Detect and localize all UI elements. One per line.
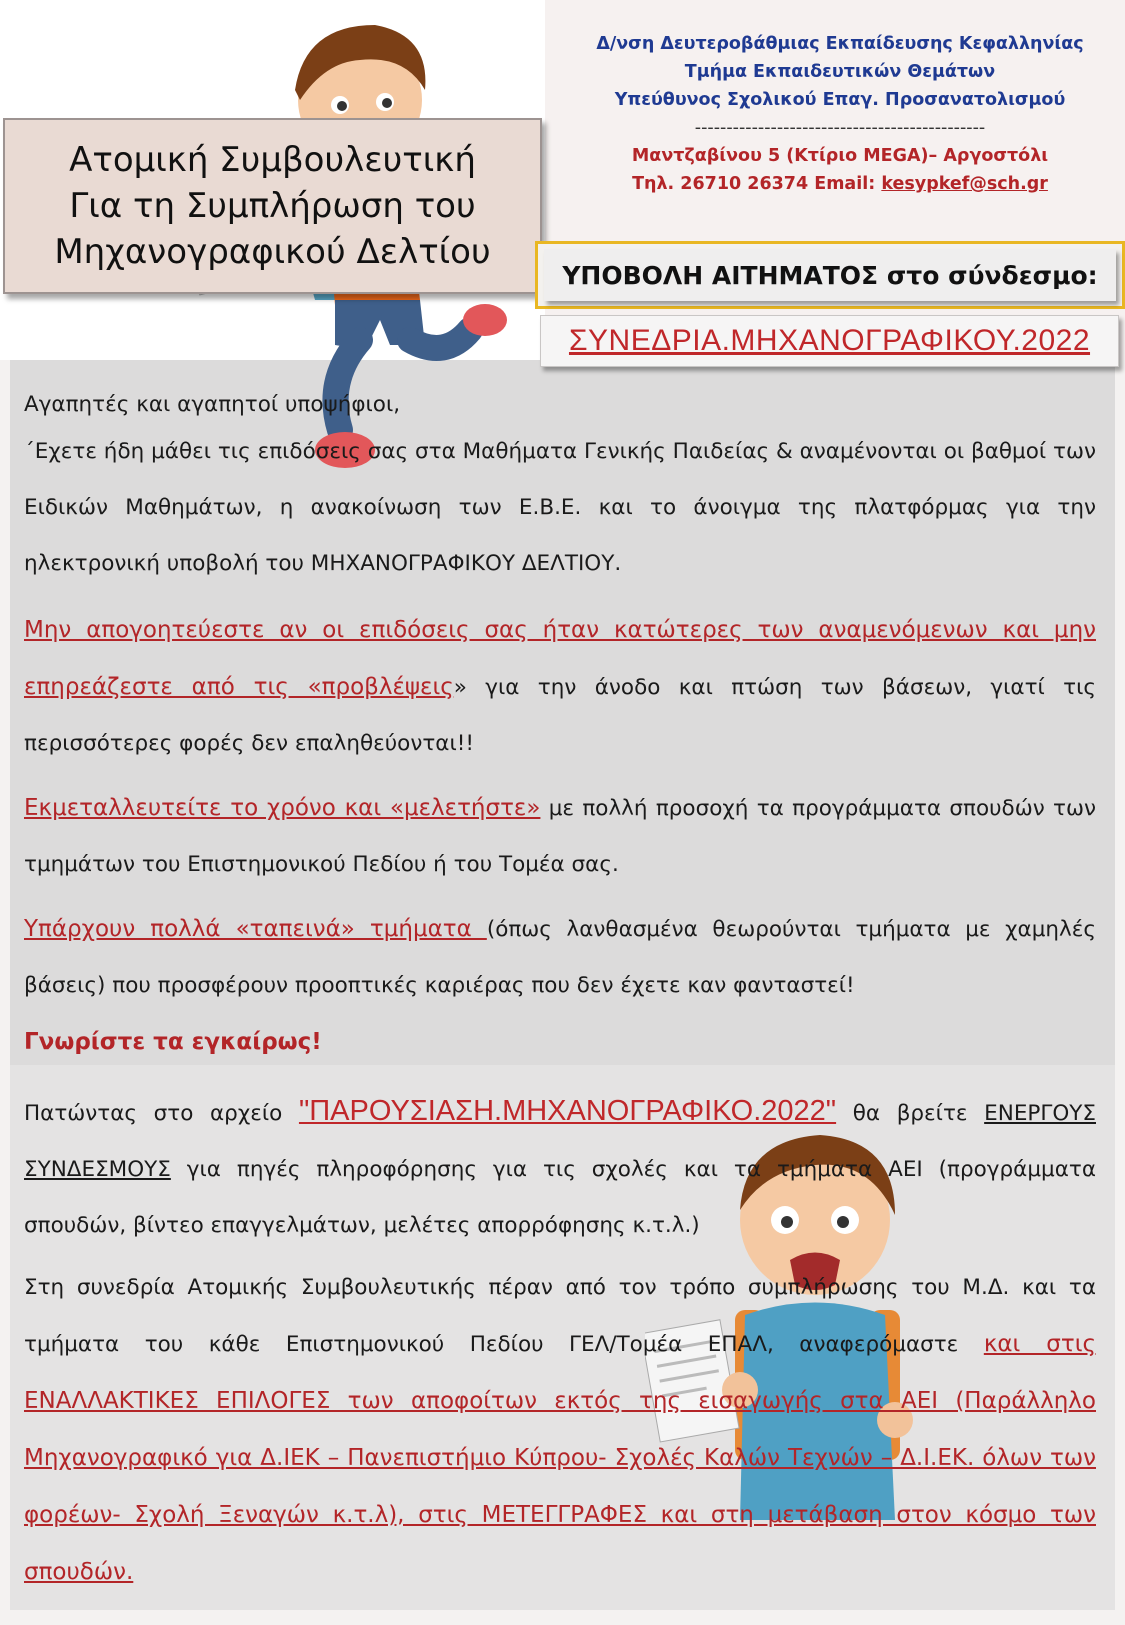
session-link[interactable]: ΣΥΝΕΔΡΙΑ.ΜΗΧΑΝΟΓΡΑΦΙΚΟΥ.2022 bbox=[540, 315, 1119, 367]
title-box bbox=[3, 118, 542, 294]
paragraph-presentation-end: για πηγές πληροφόρησης για τις σχολές και τα τμήματα ΑΕΙ (προγράμματα σπουδών, βίντεο επαγγελμάτων, μελέτες απορρόφησης κ.τ.λ.) bbox=[24, 1157, 1096, 1238]
paragraph-study bbox=[24, 780, 1096, 893]
header-phone: Τηλ. 26710 26374 Email: bbox=[632, 174, 882, 194]
active-links-text: ΕΝΕΡΓΟΥΣ ΣΥΝΔΕΣΜΟΥΣ bbox=[24, 1101, 1096, 1182]
header-divider: ---------------------------------------------- bbox=[694, 118, 986, 138]
paragraph-study-highlight: Εκμεταλλευτείτε το χρόνο και «μελετήστε» bbox=[24, 795, 541, 821]
paragraph-presentation-mid: θα βρείτε bbox=[836, 1101, 985, 1126]
contact-header bbox=[560, 30, 1120, 198]
header-department: Τμήμα Εκπαιδευτικών Θεμάτων bbox=[684, 62, 996, 82]
header-responsible: Υπεύθυνος Σχολικού Επαγ. Προσανατολισμού bbox=[614, 90, 1066, 110]
paragraph-session bbox=[24, 1260, 1096, 1601]
paragraph-results: ΄Εχετε ήδη μάθει τις επιδόσεις σας στα Μαθήματα Γενικής Παιδείας & αναμένονται οι βαθμοί των Ειδικών Μαθημάτων, η ανακοίνωση των Ε.Β.Ε. και το άνοιγμα της πλατφόρμας για την ηλεκτρονική υποβολή του ΜΗΧΑΝΟΓΡΑΦΙΚΟΥ ΔΕΛΤΙΟΥ. bbox=[24, 439, 1096, 576]
paragraph-departments-rest: (όπως λανθασμένα θεωρούνται τμήματα με χαμηλές βάσεις) που προσφέρουν προοπτικές καριέρας που δεν έχετε καν φανταστεί! bbox=[24, 917, 1096, 998]
paragraph-study-rest: με πολλή προσοχή τα προγράμματα σπουδών των τμημάτων του Επιστημονικού Πεδίου ή του Τομέα σας. bbox=[24, 796, 1096, 877]
submit-label: ΥΠΟΒΟΛΗ ΑΙΤΗΜΑΤΟΣ στο σύνδεσμο: bbox=[544, 249, 1116, 301]
paragraph-presentation-start: Πατώντας στο αρχείο bbox=[24, 1101, 299, 1126]
paragraph-session-start: Στη συνεδρία Ατομικής Συμβουλευτικής πέραν από τον τρόπο συμπλήρωσης του Μ.Δ. και τα τμήματα του κάθε Επιστημονικού Πεδίου ΓΕΛ/Τομέα ΕΠΑΛ, αναφερόμαστε bbox=[24, 1275, 1096, 1357]
title-line-2: Για τη Συμπλήρωση του bbox=[69, 186, 476, 226]
presentation-file-link[interactable]: "ΠΑΡΟΥΣΙΑΣΗ.ΜΗΧΑΝΟΓΡΑΦΙΚΟ.2022" bbox=[298, 1095, 837, 1127]
letter-body bbox=[24, 385, 1096, 1601]
paragraph-session-alternatives: και στις ΕΝΑΛΛΑΚΤΙΚΕΣ ΕΠΙΛΟΓΕΣ των αποφοίτων εκτός της εισαγωγής στα ΑΕΙ (Παράλληλο Μηχανογραφικό για Δ.ΙΕΚ – Πανεπιστήμιο Κύπρου- Σχολές Καλών Τεχνών – Δ.Ι.ΕΚ. όλων των φορέων- Σχολή Ξεναγών κ.τ.λ), στις ΜΕΤΕΓΓΡΑΦΕΣ και στη μετάβαση στον κόσμο των σπουδών. bbox=[24, 1331, 1096, 1585]
header-directorate: Δ/νση Δευτεροβάθμιας Εκπαίδευσης Κεφαλληνίας bbox=[596, 34, 1084, 54]
paragraph-discouragement-highlight: Μην απογοητεύεστε αν οι επιδόσεις σας ήταν κατώτερες των αναμενόμενων και μην επηρεάζεστε από τις «προβλέψεις bbox=[24, 617, 1096, 700]
title-line-1: Ατομική Συμβουλευτική bbox=[69, 140, 476, 180]
submit-callout bbox=[535, 241, 1125, 309]
header-address: Μαντζαβίνου 5 (Κτίριο MEGA)– Αργοστόλι bbox=[631, 146, 1049, 166]
greeting: Αγαπητές και αγαπητοί υποψήφιοι, bbox=[24, 392, 401, 417]
title-line-3: Μηχανογραφικού Δελτίου bbox=[54, 232, 491, 272]
paragraph-departments-emphasis: Γνωρίστε τα εγκαίρως! bbox=[24, 1029, 322, 1055]
paragraph-discouragement-rest: » για την άνοδο και πτώση των βάσεων, γιατί τις περισσότερες φορές δεν επαληθεύονται!! bbox=[24, 675, 1096, 756]
paragraph-departments bbox=[24, 901, 1096, 1071]
paragraph-departments-highlight: Υπάρχουν πολλά «ταπεινά» τμήματα bbox=[24, 916, 487, 942]
header-contact bbox=[560, 170, 1120, 198]
paragraph-presentation bbox=[24, 1083, 1096, 1254]
paragraph-discouragement bbox=[24, 602, 1096, 772]
email-link[interactable]: kesypkef@sch.gr bbox=[881, 174, 1048, 194]
